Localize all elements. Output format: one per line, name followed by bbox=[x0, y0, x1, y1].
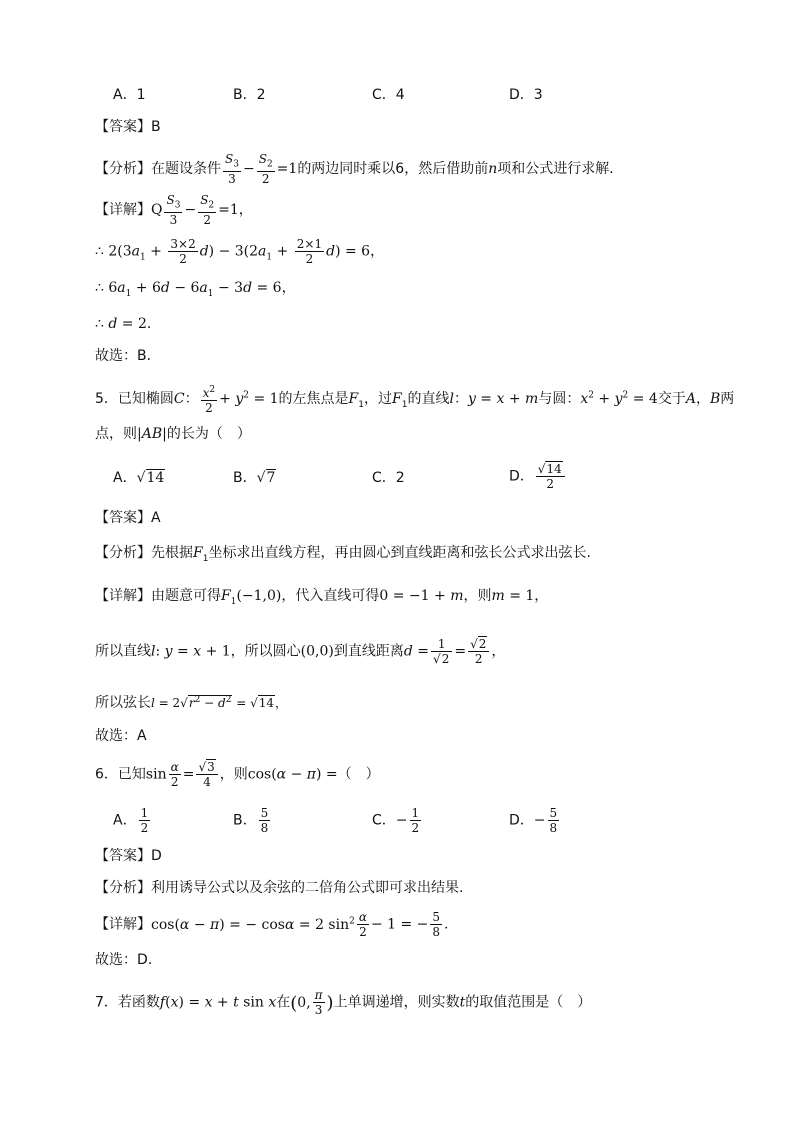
q5-detail: 【详解】由题意可得$F_1(-1,0)$，代入直线可得0 = −1 + m，则m = 1， bbox=[95, 588, 549, 607]
q4-step-3: ∴ d = 2． bbox=[95, 316, 161, 332]
q4-analysis: 【分析】在题设条件 $\frac{S_3}{3}$ − $\frac{S_2}{2}$ =1的两边同时乘以6，然后借助前n项和公式进行求解． bbox=[95, 152, 624, 187]
q4-answer: 【答案】B bbox=[95, 119, 161, 135]
formula-fraction: $\frac{1}{2}$ bbox=[140, 806, 149, 835]
q6-option-d: D．− $\frac{5}{8}$ bbox=[509, 806, 558, 835]
q5-option-b: B．√7 bbox=[233, 470, 276, 486]
formula-fraction: $\frac{\alpha}{2}$ bbox=[358, 910, 367, 939]
q6-option-c: C．− $\frac{1}{2}$ bbox=[372, 806, 420, 835]
q6-analysis: 【分析】利用诱导公式以及余弦的二倍角公式即可求出结果. bbox=[95, 880, 464, 896]
q5-option-a: A．√14 bbox=[113, 470, 165, 486]
q5-analysis: 【分析】先根据$F_1$坐标求出直线方程，再由圆心到直线距离和弦长公式求出弦长. bbox=[95, 545, 591, 564]
q6-choose: 故选：D. bbox=[95, 952, 153, 968]
q4-step-2: ∴ $6a_1 + 6d - 6a_1 - 3d = 6$， bbox=[95, 280, 296, 299]
q6-option-b: B． $\frac{5}{8}$ bbox=[233, 806, 269, 835]
analysis-label: 【分析】 bbox=[95, 161, 151, 178]
formula-fraction: $\frac{\pi}{3}$ bbox=[314, 988, 323, 1017]
q5-stem-2: 点，则|AB|的长为（ ） bbox=[95, 426, 251, 442]
q4-option-b: B．2 bbox=[233, 87, 266, 103]
formula-fraction: $\frac{\alpha}{2}$ bbox=[170, 760, 179, 789]
formula-fraction: $\frac{√3}{4}$ bbox=[196, 760, 217, 789]
q6-option-a: A． $\frac{1}{2}$ bbox=[113, 806, 149, 835]
formula-fraction: $\frac{S_2}{2}$ bbox=[258, 152, 273, 187]
q5-answer: 【答案】A bbox=[95, 510, 161, 526]
q4-option-a: A．1 bbox=[113, 87, 146, 103]
q6-detail: 【详解】cos(α − π) = − cosα = 2 $\sin^2$ $\frac{\alpha}{2}$ − 1 = − $\frac{5}{8}$ . bbox=[95, 910, 449, 939]
q5-option-d: D． $\frac{√14}{2}$ bbox=[509, 462, 567, 491]
formula-fraction: $\frac{5}{8}$ bbox=[549, 806, 558, 835]
formula-fraction: $\frac{2\times 1}{2}$ bbox=[296, 237, 323, 266]
q4-choose: 故选：B． bbox=[95, 348, 161, 364]
formula-fraction: $\frac{√2}{2}$ bbox=[468, 637, 489, 666]
formula-fraction: $\frac{S_3}{3}$ bbox=[225, 152, 239, 187]
q4-option-c: C．4 bbox=[372, 87, 405, 103]
formula-fraction: $\frac{3\times 2}{2}$ bbox=[170, 237, 196, 266]
q6-answer: 【答案】D bbox=[95, 848, 162, 864]
formula-fraction: $\frac{5}{8}$ bbox=[432, 910, 441, 939]
analysis-label: 【分析】 bbox=[95, 880, 151, 896]
q4-step-1: ∴ $2(3a_1$ + $\frac{3\times 2}{2}$ $d) - 3(2a_1$ + $\frac{2\times 1}{2}$ d) = 6， bbox=[95, 237, 385, 266]
q6-stem: 6．已知sin $\frac{\alpha}{2}$ = $\frac{√3}{4}$ ，则cos(α − π) =（ ） bbox=[95, 760, 380, 789]
formula-fraction: $\frac{x^2}{2}$ bbox=[202, 385, 216, 415]
q5-line-3: 所以弦长$l = 2√r^2 - d^2 = √14$， bbox=[95, 695, 288, 711]
formula-fraction: $\frac{S_2}{2}$ bbox=[200, 193, 215, 228]
q5-option-c: C．2 bbox=[372, 470, 405, 486]
q4-option-d: D．3 bbox=[509, 87, 543, 103]
formula-fraction: $\frac{√14}{2}$ bbox=[536, 462, 565, 491]
q5-stem: 5．已知椭圆C： $\frac{x^2}{2}$ + $y^2 = 1$的左焦点是$F_1$，过$F_1$的直线l：y = x + m与圆：$x^2 + y^2 = 4$交于A，B两 bbox=[95, 385, 735, 415]
detail-label: 【详解】 bbox=[95, 202, 151, 219]
q5-choose: 故选：A bbox=[95, 728, 147, 744]
q7-stem: 7．若函数f(x) = x + t sin x在(0, $\frac{\pi}{3}$ )上单调递增，则实数t的取值范围是（ ） bbox=[95, 988, 592, 1017]
formula-fraction: $\frac{S_3}{3}$ bbox=[166, 193, 181, 228]
formula-fraction: $\frac{1}{2}$ bbox=[411, 806, 420, 835]
analysis-label: 【分析】 bbox=[95, 545, 151, 561]
formula-fraction: $\frac{5}{8}$ bbox=[260, 806, 269, 835]
formula-fraction: $\frac{1}{√2}$ bbox=[431, 637, 452, 666]
detail-label: 【详解】 bbox=[95, 588, 151, 604]
q5-line-2: 所以直线l: y = x + 1，所以圆心(0,0)到直线距离d = $\frac{1}{√2}$ = $\frac{√2}{2}$ ， bbox=[95, 637, 506, 666]
q4-detail: 【详解】Q $\frac{S_3}{3}$ − $\frac{S_2}{2}$ =1， bbox=[95, 193, 253, 228]
detail-label: 【详解】 bbox=[95, 916, 151, 933]
